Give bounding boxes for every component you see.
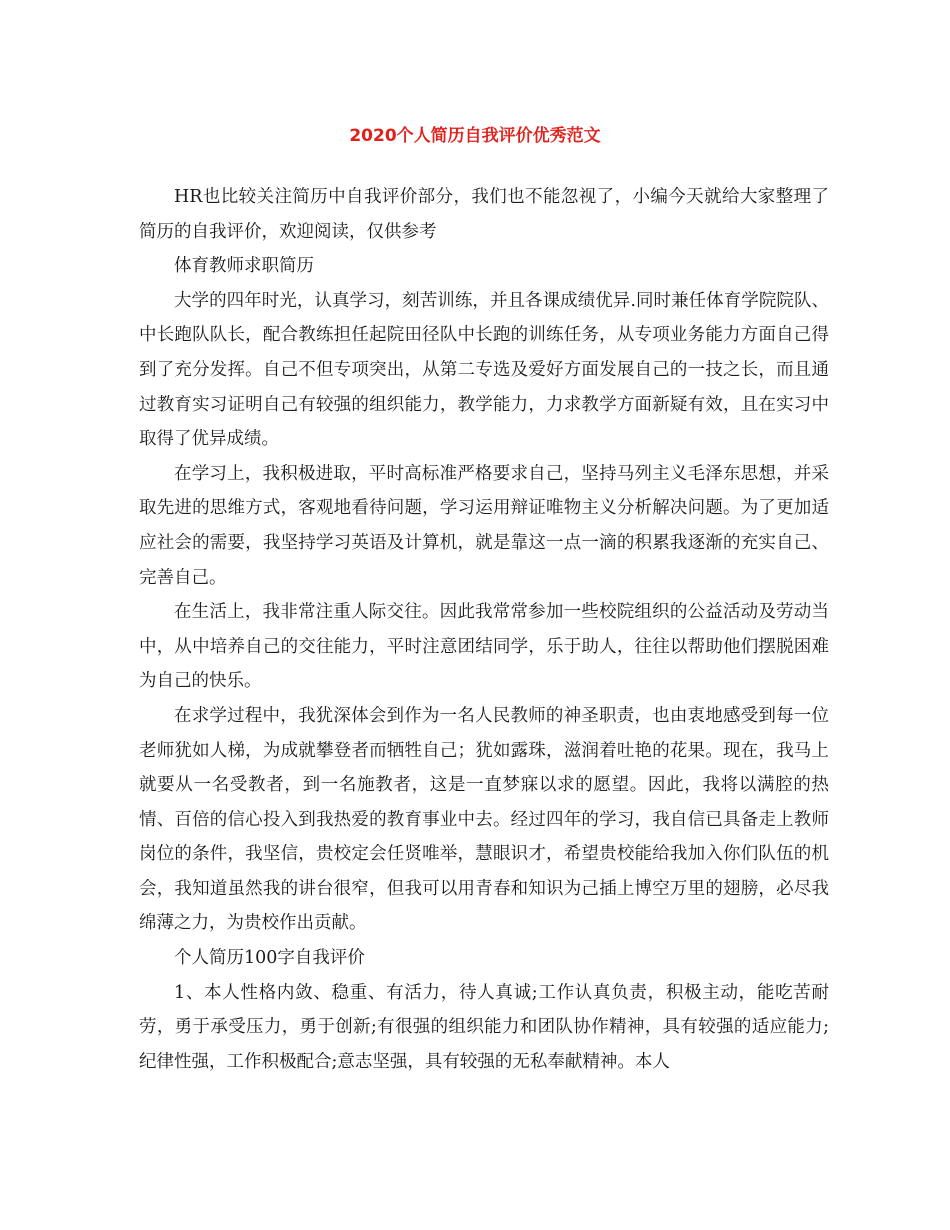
section-heading-100-word-evaluation: 个人简历100字自我评价: [174, 948, 365, 969]
paragraph-study: 在学习上，我积极进取，平时高标准严格要求自己，坚持马列主义毛泽东思想，并采取先进的思维方式，客观地看待问题，学习运用辩证唯物主义分析解决问题。为了更加适应社会的需要，我坚持学习英语及计算机，就是靠这一点一滴的积累我逐渐的充实自己、完善自己。: [139, 463, 829, 588]
paragraph-teaching-aspiration: 在求学过程中，我犹深体会到作为一名人民教师的神圣职责，也由衷地感受到每一位老师犹如人梯，为成就攀登者而牺牲自己；犹如露珠，滋润着吐艳的花果。现在，我马上就要从一名受教者，到一名施教者，这是一直梦寐以求的愿望。因此，我将以满腔的热情、百倍的信心投入到我热爱的教育事业中去。经过四年的学习，我自信已具备走上教师岗位的条件，我坚信，贵校定会任贤唯举，慧眼识才，希望贵校能给我加入你们队伍的机会，我知道虽然我的讲台很窄，但我可以用青春和知识为己插上博空万里的翅膀，必尽我绵薄之力，为贵校作出贡献。: [139, 705, 829, 934]
paragraph-life: 在生活上，我非常注重人际交往。因此我常常参加一些校院组织的公益活动及劳动当中，从中培养自己的交往能力，平时注意团结同学，乐于助人，往往以帮助他们摆脱困难为自己的快乐。: [139, 602, 829, 692]
paragraph-university-years: 大学的四年时光，认真学习，刻苦训练，并且各课成绩优异.同时兼任体育学院院队、中长跑队队长，配合教练担任起院田径队中长跑的训练任务，从专项业务能力方面自己得到了充分发挥。自己不但专项突出，从第二专选及爱好方面发展自己的一技之长，而且通过教育实习证明自己有较强的组织能力，教学能力，力求教学方面新疑有效，且在实习中取得了优异成绩。: [139, 290, 829, 450]
document-title: 2020个人简历自我评价优秀范文: [349, 126, 601, 146]
paragraph-evaluation-item-1: 1、本人性格内敛、稳重、有活力，待人真诚;工作认真负责，积极主动，能吃苦耐劳，勇于承受压力，勇于创新;有很强的组织能力和团队协作精神，具有较强的适应能力;纪律性强，工作积极配合;意志坚强，具有较强的无私奉献精神。本人: [139, 982, 829, 1072]
intro-paragraph: HR也比较关注简历中自我评价部分，我们也不能忽视了，小编今天就给大家整理了简历的自我评价，欢迎阅读，仅供参考: [139, 187, 829, 242]
document-body: [139, 180, 829, 1079]
section-heading-pe-teacher-resume: 体育教师求职简历: [174, 256, 314, 277]
